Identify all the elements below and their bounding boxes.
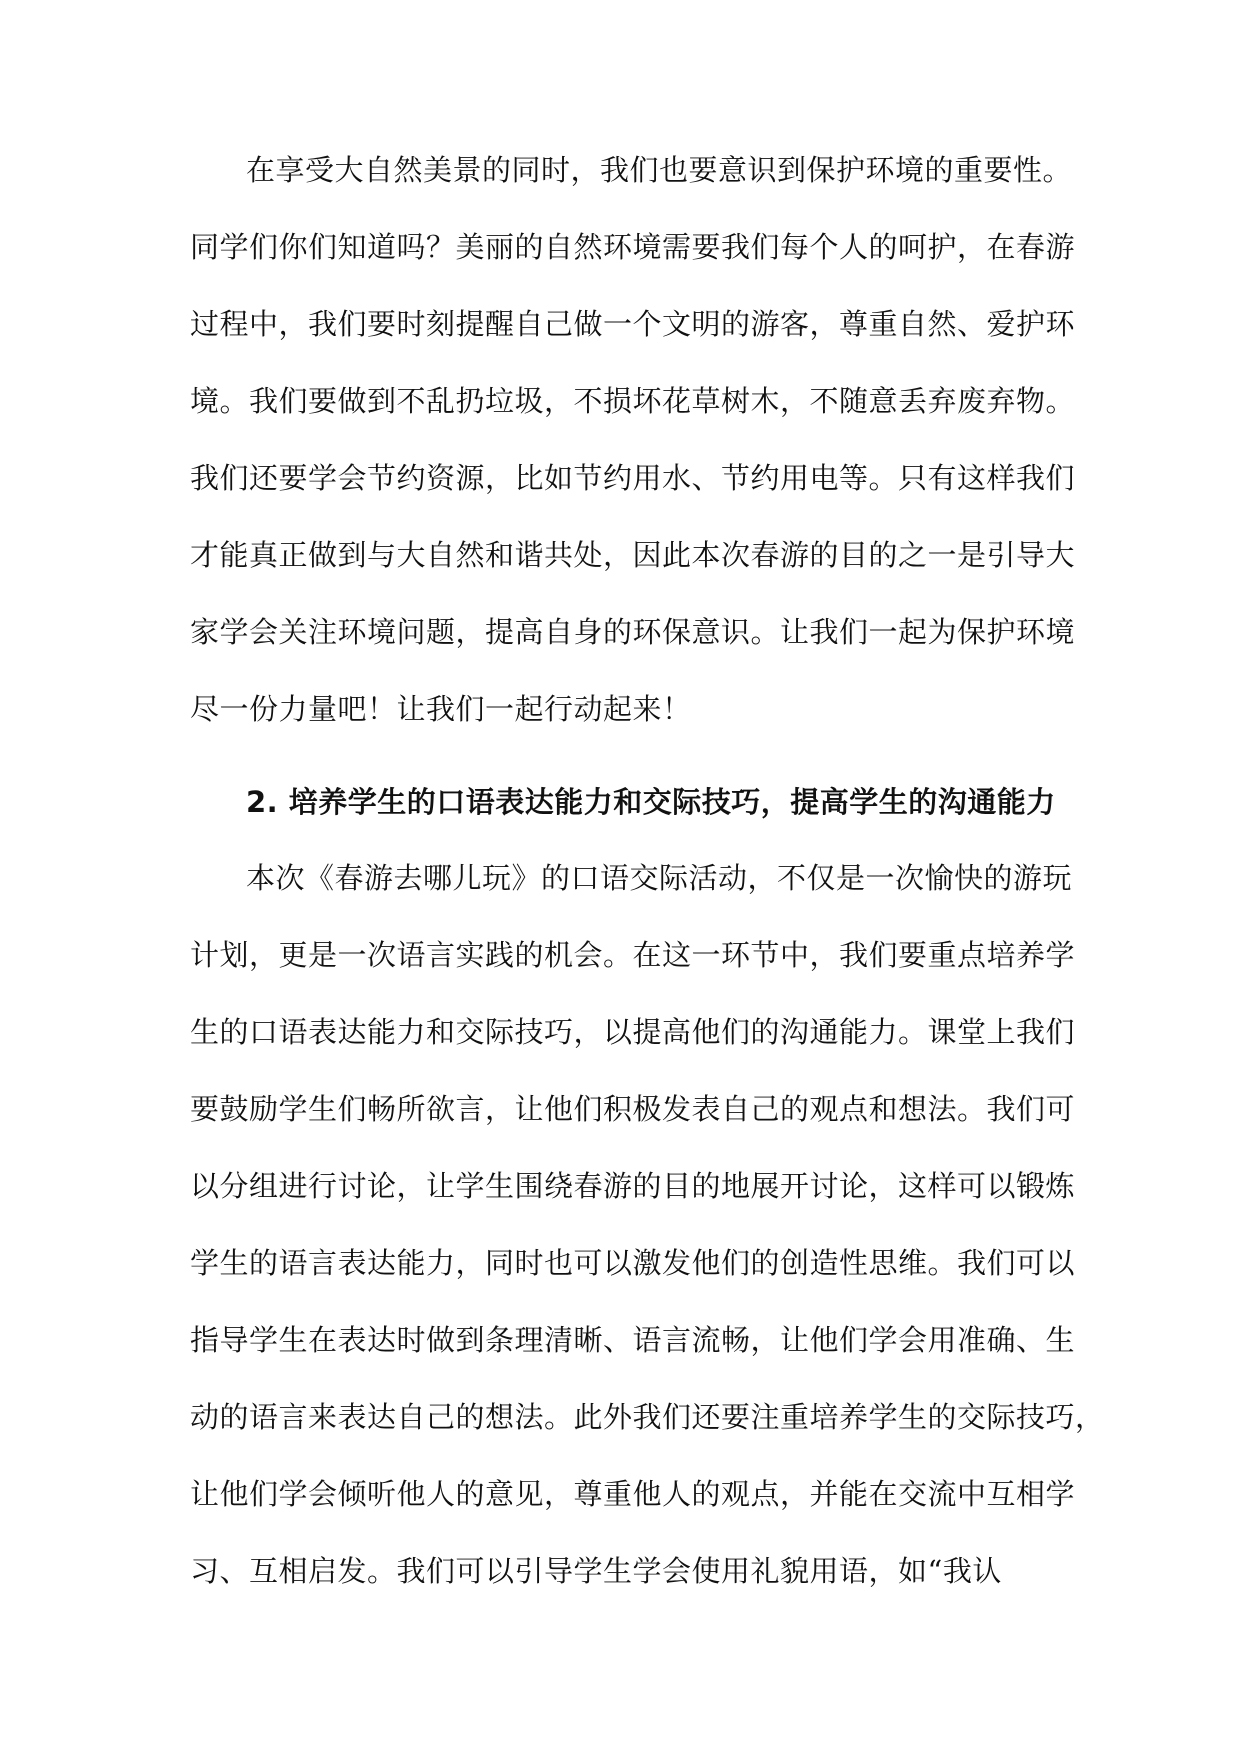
paragraph-line: 在享受大自然美景的同时，我们也要意识到保护环境的重要性。 [246,153,1073,187]
paragraph-line: 指导学生在表达时做到条理清晰、语言流畅，让他们学会用准确、生 [190,1323,1076,1357]
section-heading: 2. 培养学生的口语表达能力和交际技巧，提高学生的沟通能力 [246,785,1056,819]
paragraph-line: 要鼓励学生们畅所欲言，让他们积极发表自己的观点和想法。我们可 [190,1092,1076,1126]
paragraph-line: 本次《春游去哪儿玩》的口语交际活动，不仅是一次愉快的游玩 [246,861,1073,895]
paragraph-line: 生的口语表达能力和交际技巧，以提高他们的沟通能力。课堂上我们 [190,1015,1076,1049]
paragraph-line: 尽一份力量吧！让我们一起行动起来！ [190,692,692,726]
paragraph-line: 习、互相启发。我们可以引导学生学会使用礼貌用语，如“我认 [190,1554,1002,1588]
paragraph-line: 以分组进行讨论，让学生围绕春游的目的地展开讨论，这样可以锻炼 [190,1169,1076,1203]
paragraph-line: 才能真正做到与大自然和谐共处，因此本次春游的目的之一是引导大 [190,538,1076,572]
paragraph-line: 我们还要学会节约资源，比如节约用水、节约用电等。只有这样我们 [190,461,1076,495]
paragraph-line: 让他们学会倾听他人的意见，尊重他人的观点，并能在交流中互相学 [190,1477,1076,1511]
paragraph-line: 同学们你们知道吗？美丽的自然环境需要我们每个人的呵护，在春游 [190,230,1076,264]
paragraph-line: 过程中，我们要时刻提醒自己做一个文明的游客，尊重自然、爱护环 [190,307,1076,341]
paragraph-line: 家学会关注环境问题，提高自身的环保意识。让我们一起为保护环境 [190,615,1076,649]
paragraph-line: 动的语言来表达自己的想法。此外我们还要注重培养学生的交际技巧， [190,1400,1105,1434]
paragraph-line: 学生的语言表达能力，同时也可以激发他们的创造性思维。我们可以 [190,1246,1076,1280]
paragraph-line: 境。我们要做到不乱扔垃圾，不损坏花草树木，不随意丢弃废弃物。 [190,384,1076,418]
paragraph-line: 计划，更是一次语言实践的机会。在这一环节中，我们要重点培养学 [190,938,1076,972]
